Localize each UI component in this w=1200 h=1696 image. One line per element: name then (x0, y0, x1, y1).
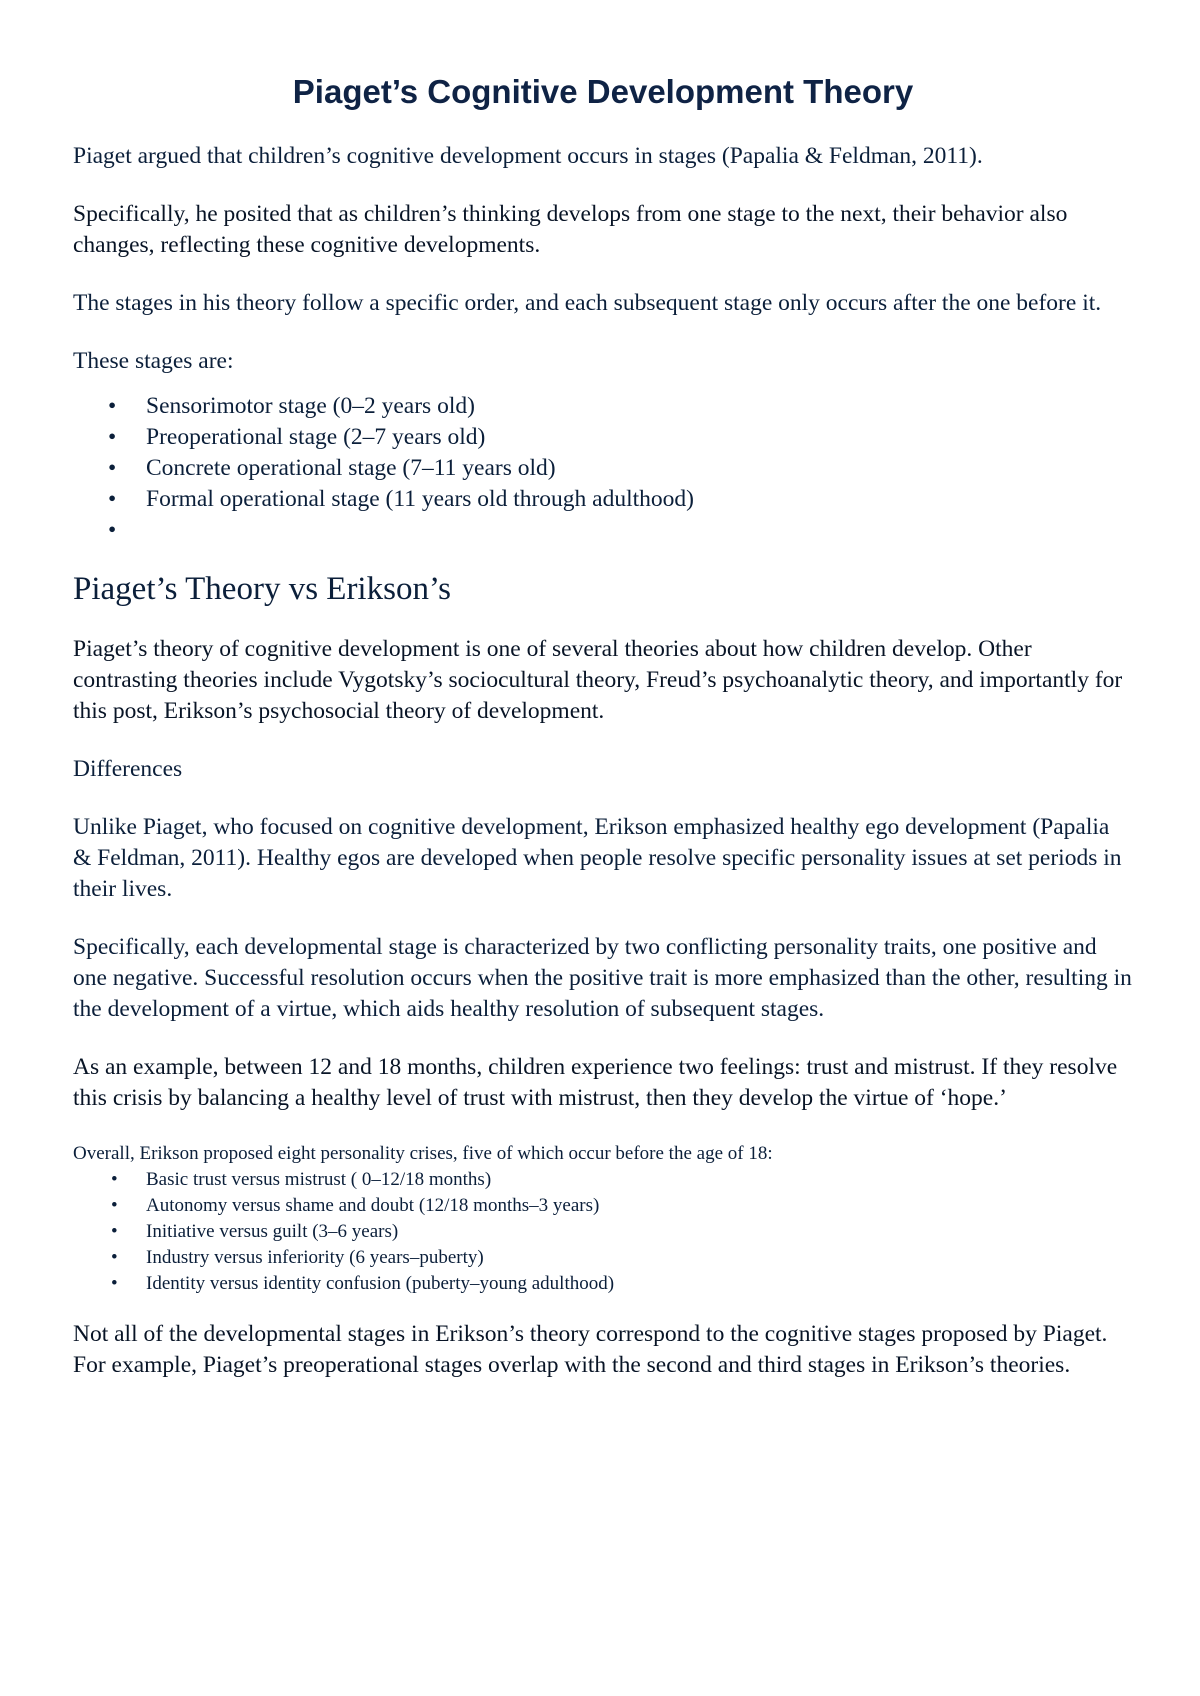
piaget-stages-list (73, 391, 1133, 546)
list-item: • Preoperational stage (2–7 years old) (73, 422, 1133, 453)
erikson-crises-list (73, 1167, 1133, 1297)
list-item: • Industry versus inferiority (6 years–puberty) (73, 1245, 1133, 1271)
list-item: • Basic trust versus mistrust ( 0–12/18 months) (73, 1167, 1133, 1193)
paragraph-thinking-develops: Specifically, he posited that as children’s thinking develops from one stage to the next, their behavior also changes, reflecting these cognitive developments. (73, 201, 1068, 258)
list-item: • Identity versus identity confusion (puberty–young adulthood) (73, 1271, 1133, 1297)
paragraph-theories-intro: Piaget’s theory of cognitive development is one of several theories about how children develop. Other contrasting theories include Vygotsky’s sociocultural theory, Freud’s psychoanalytic theory, and importantly for this post, Erikson’s psychosocial theory of development. (73, 636, 1123, 724)
page-title: Piaget’s Cognitive Development Theory (292, 73, 914, 110)
paragraph-crises-intro: Overall, Erikson proposed eight personality crises, five of which occur before the age of 18: (73, 1143, 773, 1164)
paragraph-closing: Not all of the developmental stages in Erikson’s theory correspond to the cognitive stages proposed by Piaget. For example, Piaget’s preoperational stages overlap with the second and third stages in Erikson’s theories. (73, 1321, 1108, 1378)
paragraph-stages-intro: These stages are: (73, 348, 234, 374)
list-item (73, 515, 1133, 546)
subheading-differences: Differences (73, 756, 183, 782)
section-heading: Piaget’s Theory vs Erikson’s (73, 571, 451, 607)
list-item: • Formal operational stage (11 years old through adulthood) (73, 484, 1133, 515)
paragraph-stages-claim: Piaget argued that children’s cognitive development occurs in stages (Papalia & Feldman, 2011). (73, 143, 983, 169)
document-page (73, 72, 1133, 1381)
paragraph-ego-development: Unlike Piaget, who focused on cognitive development, Erikson emphasized healthy ego development (Papalia & Feldman, 2011). Healthy egos are developed when people resolve specific personality issues at set periods in their lives. (73, 814, 1122, 902)
list-item: • Concrete operational stage (7–11 years old) (73, 453, 1133, 484)
paragraph-specific-order: The stages in his theory follow a specific order, and each subsequent stage only occurs after the one before it. (73, 290, 1102, 316)
paragraph-conflicting-traits: Specifically, each developmental stage is characterized by two conflicting personality traits, one positive and one negative. Successful resolution occurs when the positive trait is more emphasized than the other, resulting in the development of a virtue, which aids healthy resolution of subsequent stages. (73, 934, 1132, 1022)
list-item: • Initiative versus guilt (3–6 years) (73, 1219, 1133, 1245)
paragraph-trust-example: As an example, between 12 and 18 months, children experience two feelings: trust and mistrust. If they resolve this crisis by balancing a healthy level of trust with mistrust, then they develop the virtue of ‘hope.’ (73, 1054, 1118, 1111)
list-item: • Autonomy versus shame and doubt (12/18 months–3 years) (73, 1193, 1133, 1219)
list-item: • Sensorimotor stage (0–2 years old) (73, 391, 1133, 422)
